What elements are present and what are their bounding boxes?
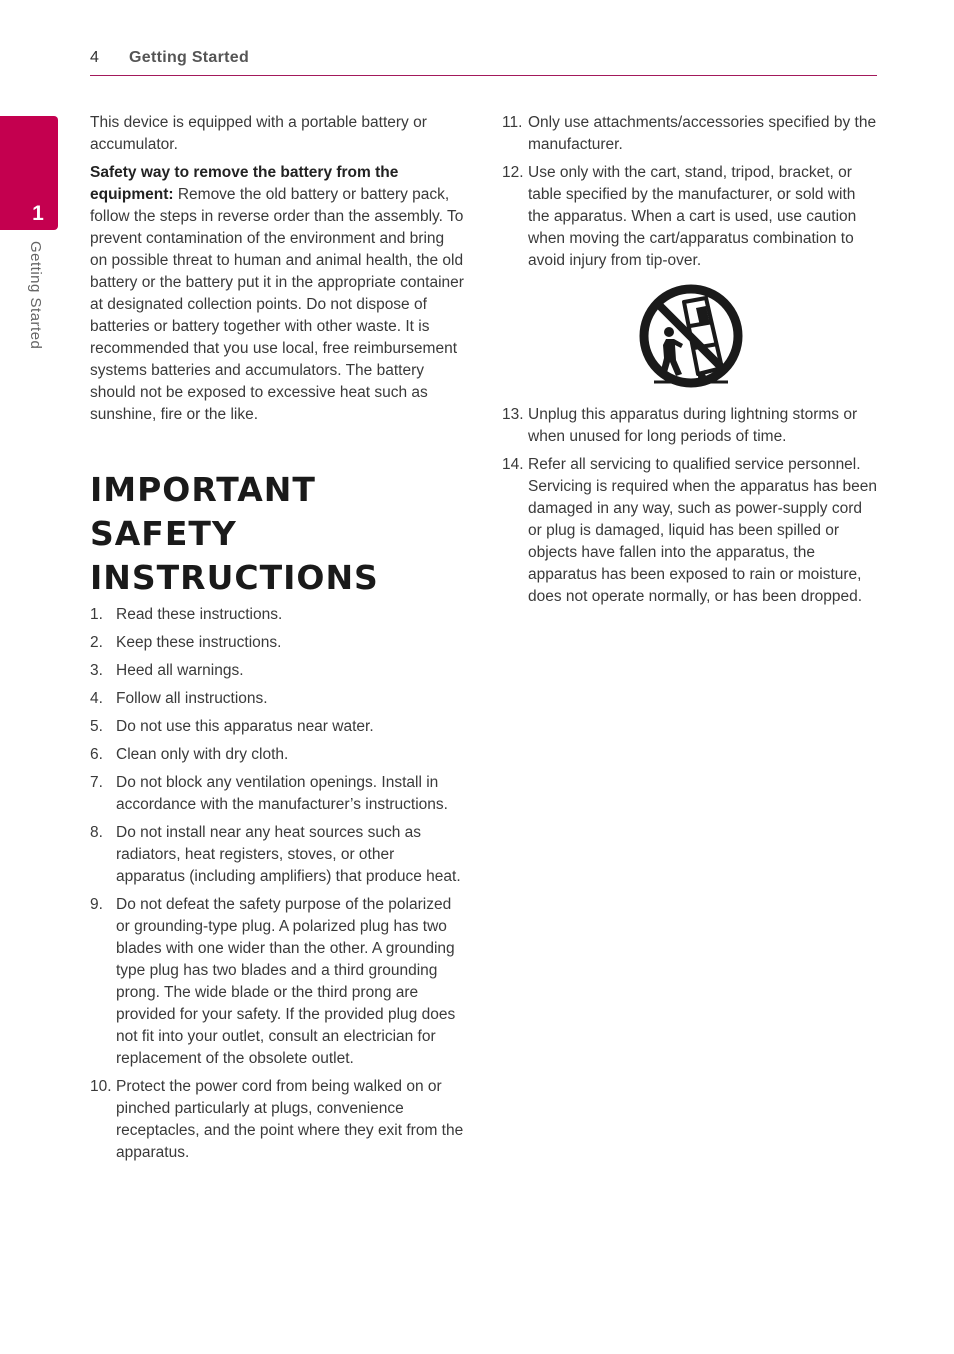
section-heading: IMPORTANT SAFETY INSTRUCTIONS: [90, 470, 379, 597]
cart-tip-over-warning-icon: [636, 282, 746, 394]
battery-intro-paragraph: This device is equipped with a portable battery or accumulator.: [90, 114, 427, 153]
list-item: [502, 112, 880, 156]
list-item-number: 4.: [90, 690, 103, 707]
list-item-number: 13.: [502, 406, 524, 423]
list-item-text: Keep these instructions.: [116, 634, 282, 651]
instruction-list-right-continued: [502, 404, 880, 608]
list-item-text: Follow all instructions.: [116, 690, 268, 707]
battery-safety-paragraph: [90, 162, 465, 426]
list-item: [90, 772, 465, 816]
cart-warning-icon: [636, 282, 746, 394]
list-item: [502, 454, 880, 608]
list-item: [502, 162, 880, 272]
list-item-text: Use only with the cart, stand, tripod, bracket, or table specified by the manufacturer, or sold with the apparatus. When a cart is used, use caution when moving the cart/apparatus combination to avoid injury from tip-over.: [528, 164, 857, 269]
list-item: [90, 688, 465, 710]
instruction-list-left: [90, 604, 465, 1164]
page-header: [90, 48, 877, 76]
list-item: [90, 604, 465, 626]
left-column: [90, 112, 465, 1170]
list-item-number: 14.: [502, 456, 524, 473]
chapter-number: 1: [32, 202, 44, 225]
page-number: 4: [90, 49, 99, 66]
list-item: [90, 822, 465, 888]
list-item-number: 8.: [90, 824, 103, 841]
battery-safety-lead: Safety way to remove the battery from the equipment:: [90, 164, 399, 203]
list-item-text: Do not block any ventilation openings. Install in accordance with the manufacturer’s instructions.: [116, 774, 448, 813]
list-item-text: Clean only with dry cloth.: [116, 746, 289, 763]
right-column: [502, 112, 880, 614]
header-title: Getting Started: [129, 49, 250, 66]
list-item-text: Only use attachments/accessories specified by the manufacturer.: [528, 114, 877, 153]
list-item: [90, 632, 465, 654]
list-item: [90, 894, 465, 1070]
list-item-number: 2.: [90, 634, 103, 651]
list-item: [90, 744, 465, 766]
list-item-number: 6.: [90, 746, 103, 763]
list-item-number: 5.: [90, 718, 103, 735]
list-item-text: Refer all servicing to qualified service personnel. Servicing is required when the apparatus has been damaged in any way, such as power-supply cord or plug is damaged, liquid has been spilled or objects have fallen into the apparatus, the apparatus has been exposed to rain or moisture, does not operate normally, or has been dropped.: [528, 456, 877, 605]
list-item: [90, 660, 465, 682]
list-item-text: Do not defeat the safety purpose of the polarized or grounding-type plug. A polarized plug has two blades with one wider than the other. A grounding type plug has two blades and a third grounding prong. The wide blade or the third prong are provided for your safety. If the provided plug does not fit into your outlet, consult an electrician for replacement of the obsolete outlet.: [116, 896, 456, 1067]
list-item: [90, 1076, 465, 1164]
list-item-text: Do not use this apparatus near water.: [116, 718, 374, 735]
list-item: [502, 404, 880, 448]
list-item: [90, 716, 465, 738]
list-item-text: Do not install near any heat sources such as radiators, heat registers, stoves, or other apparatus (including amplifiers) that produce heat.: [116, 824, 461, 885]
list-item-number: 9.: [90, 896, 103, 913]
list-item-number: 11.: [502, 114, 523, 131]
list-item-number: 7.: [90, 774, 103, 791]
instruction-list-right: [502, 112, 880, 272]
list-item-number: 1.: [90, 606, 103, 623]
list-item-text: Heed all warnings.: [116, 662, 244, 679]
list-item-text: Unplug this apparatus during lightning storms or when unused for long periods of time.: [528, 406, 858, 445]
battery-safety-text: Remove the old battery or battery pack, follow the steps in reverse order than the assembly. To prevent contamination of the environment and bring on possible threat to human and animal health, the old battery or the battery put it in the appropriate container at designated collection points. Do not dispose of batteries or battery together with other waste. It is recommended that you use local, free reimbursement systems batteries and accumulators. The battery should not be exposed to excessive heat such as sunshine, fire or the like.: [90, 186, 464, 423]
chapter-vertical-label: Getting Started: [27, 241, 44, 350]
list-item-number: 10.: [90, 1078, 112, 1095]
list-item-text: Protect the power cord from being walked on or pinched particularly at plugs, convenience receptacles, and the point where they exit from the apparatus.: [116, 1078, 464, 1161]
list-item-number: 12.: [502, 164, 524, 181]
list-item-text: Read these instructions.: [116, 606, 283, 623]
list-item-number: 3.: [90, 662, 103, 679]
